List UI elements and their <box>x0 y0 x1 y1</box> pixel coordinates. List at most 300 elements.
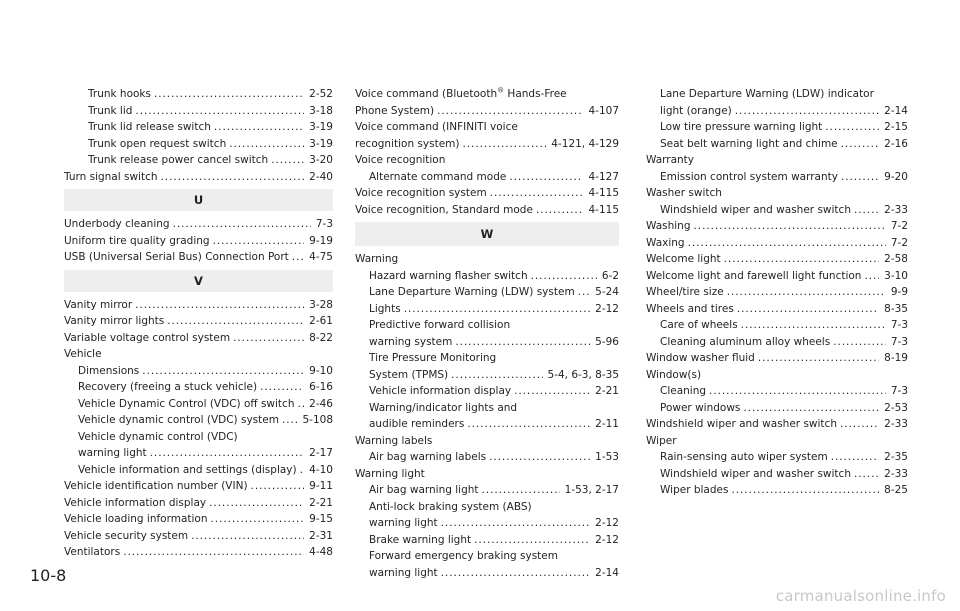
index-entry-page: 7-3 <box>890 385 908 397</box>
index-entry <box>355 548 619 565</box>
index-entry-text <box>660 334 830 351</box>
index-entry <box>646 119 908 136</box>
index-entry-text <box>88 152 268 169</box>
index-entry-text <box>355 152 445 169</box>
index-entry-text <box>355 251 398 268</box>
index-entry-term: Seat belt warning light and chime <box>660 137 838 150</box>
index-entry-page: 2-12 <box>595 533 619 546</box>
section-letter-heading: U <box>64 189 333 211</box>
index-entry-page: 2-12 <box>595 517 619 529</box>
index-entry-page: 8-22 <box>309 331 333 344</box>
leader-dots <box>142 363 304 380</box>
index-entry-text <box>646 416 837 433</box>
index-entry-term: Wheels and tires <box>646 302 734 315</box>
index-entry-term: Trunk release power cancel switch <box>88 154 269 166</box>
watermark: carmanualsonline.info <box>775 587 946 605</box>
leader-dots <box>300 462 305 479</box>
index-entry-page: 4-115 <box>588 187 619 199</box>
index-entry <box>64 445 333 462</box>
index-entry <box>646 400 908 417</box>
index-entry-page: 6-16 <box>309 381 333 393</box>
index-entry-term: Windshield wiper and washer switch <box>660 203 851 216</box>
index-entry-page: 7-2 <box>890 220 908 232</box>
leader-dots <box>735 103 879 120</box>
index-entry-term: Windshield wiper and washer switch <box>660 467 851 480</box>
index-entry-text <box>64 233 210 250</box>
section-letter-heading: V <box>64 270 333 292</box>
index-entry-term: Trunk hooks <box>88 88 151 100</box>
index-entry <box>64 297 333 314</box>
index-entry-text <box>64 330 230 347</box>
leader-dots <box>536 202 584 219</box>
index-entry-text <box>88 103 132 120</box>
index-entry-text <box>88 86 151 103</box>
index-entry <box>64 313 333 330</box>
index-entry <box>355 383 619 400</box>
index-entry-text <box>646 268 861 285</box>
index-entry-page: 2-12 <box>595 302 619 315</box>
index-entry-text <box>355 433 432 450</box>
index-entry <box>646 284 908 301</box>
index-entry-text <box>369 383 511 400</box>
leader-dots <box>467 416 590 433</box>
leader-dots <box>737 301 879 318</box>
index-entry-page: 4-75 <box>309 251 333 263</box>
leader-dots <box>229 136 304 153</box>
index-entry-term: Cleaning aluminum alloy wheels <box>660 335 831 348</box>
index-entry-page: 7-3 <box>315 218 333 230</box>
index-entry <box>646 317 908 334</box>
index-entry-text <box>64 511 208 528</box>
index-entry <box>355 185 619 202</box>
leader-dots <box>854 202 879 219</box>
index-entry-text <box>660 317 738 334</box>
index-entry <box>355 515 619 532</box>
index-entry-text <box>355 103 434 120</box>
index-entry-text <box>646 433 677 450</box>
index-entry-term: Predictive forward collision <box>369 319 511 331</box>
index-entry <box>355 416 619 433</box>
index-entry-page: 3-19 <box>309 121 333 133</box>
index-entry <box>64 169 333 186</box>
index-entry-term: Tire Pressure Monitoring <box>369 352 497 364</box>
index-entry-text <box>64 495 206 512</box>
index-entry-term: light (orange) <box>660 104 732 117</box>
index-entry <box>646 433 908 450</box>
index-entry-text <box>660 136 838 153</box>
index-entry-term: Vehicle information and settings (display) <box>78 463 297 476</box>
index-entry <box>355 103 619 120</box>
index-entry-text <box>355 185 487 202</box>
index-entry-text <box>369 482 479 499</box>
index-entry-term: Waxing <box>646 236 685 249</box>
leader-dots <box>514 383 590 400</box>
index-entry-term: Rain-sensing auto wiper system <box>660 451 828 463</box>
leader-dots <box>209 495 304 512</box>
leader-dots <box>578 284 590 301</box>
index-entry-text <box>78 396 294 413</box>
index-entry-page: 2-11 <box>595 418 619 430</box>
index-entry-page: 8-25 <box>884 484 908 496</box>
index-entry-text <box>64 216 170 233</box>
leader-dots <box>233 330 304 347</box>
index-entry <box>646 466 908 483</box>
index-entry <box>646 218 908 235</box>
index-entry-text <box>355 86 567 103</box>
index-entry-page: 8-35 <box>884 302 908 315</box>
leader-dots <box>154 86 304 103</box>
index-entry-term: Recovery (freeing a stuck vehicle) <box>78 381 258 393</box>
index-entry-page: 2-35 <box>884 451 908 463</box>
index-entry <box>646 268 908 285</box>
index-entry <box>355 532 619 549</box>
index-entry-page: 3-18 <box>309 104 333 117</box>
index-entry-page: 9-19 <box>309 234 333 247</box>
index-entry <box>64 528 333 545</box>
leader-dots <box>509 169 583 186</box>
index-entry <box>355 152 619 169</box>
leader-dots <box>841 136 880 153</box>
leader-dots <box>292 249 304 266</box>
index-entry-term: Trunk lid <box>88 104 133 117</box>
index-entry-text <box>646 301 734 318</box>
index-entry-page: 5-4, 6-3, 8-35 <box>547 368 619 381</box>
section-letter-heading: W <box>355 222 619 246</box>
index-entry-text <box>355 119 518 136</box>
leader-dots <box>489 449 590 466</box>
index-entry-page: 1-53, 2-17 <box>564 484 619 496</box>
index-entry <box>646 482 908 499</box>
index-entry-page: 3-20 <box>309 154 333 166</box>
index-entry-term: Vehicle information display <box>369 385 512 397</box>
index-entry <box>64 136 333 153</box>
index-entry-text <box>64 346 102 363</box>
index-entry <box>355 482 619 499</box>
index-entry <box>355 86 619 103</box>
leader-dots <box>854 466 879 483</box>
index-entry-page: 5-24 <box>595 286 619 298</box>
index-entry-text <box>78 379 257 396</box>
index-entry-page: 4-127 <box>588 170 619 183</box>
index-entry-term: Vehicle <box>64 348 102 360</box>
index-entry-term: Underbody cleaning <box>64 218 170 230</box>
index-entry-page: 2-21 <box>309 496 333 509</box>
index-entry-term: Wiper <box>646 434 677 447</box>
index-entry-page: 6-2 <box>601 269 619 282</box>
index-entry-page: 2-14 <box>884 104 908 117</box>
index-entry-term: Air bag warning light <box>369 484 479 496</box>
index-entry <box>355 136 619 153</box>
index-entry-term: Welcome light <box>646 253 721 265</box>
index-entry-page: 4-10 <box>309 463 333 476</box>
index-entry-text <box>78 462 297 479</box>
index-entry-term: Lights <box>369 302 401 315</box>
index-entry-text <box>646 350 755 367</box>
index-entry <box>64 511 333 528</box>
index-entry <box>355 367 619 384</box>
index-entry <box>646 301 908 318</box>
index-entry-term: warning system <box>369 335 453 348</box>
index-entry-text <box>355 202 533 219</box>
index-entry <box>646 136 908 153</box>
index-entry <box>355 268 619 285</box>
index-entry-term: Voice command (INFINITI voice <box>355 121 518 133</box>
index-entry <box>355 284 619 301</box>
index-entry <box>64 544 333 561</box>
index-entry-text <box>78 429 238 446</box>
index-entry-text <box>64 478 248 495</box>
index-entry <box>64 86 333 103</box>
index-entry-term: Vehicle loading information <box>64 513 208 525</box>
index-entry-text <box>369 515 438 532</box>
index-column-1 <box>64 86 333 561</box>
index-entry-text <box>660 383 706 400</box>
leader-dots <box>135 297 304 314</box>
index-entry <box>355 119 619 136</box>
leader-dots <box>455 334 590 351</box>
index-entry <box>64 412 333 429</box>
leader-dots <box>214 119 304 136</box>
index-entry-term: Trunk lid release switch <box>88 121 211 133</box>
index-entry-text <box>646 152 694 169</box>
leader-dots <box>282 412 298 429</box>
index-entry <box>355 499 619 516</box>
index-entry-text <box>64 544 120 561</box>
leader-dots <box>531 268 597 285</box>
index-entry-page: 2-52 <box>309 88 333 100</box>
index-entry-page: 2-33 <box>884 418 908 430</box>
index-entry <box>355 565 619 582</box>
index-entry-text <box>369 532 471 549</box>
index-entry-term: Vehicle dynamic control (VDC) <box>78 430 238 443</box>
index-entry-text <box>369 284 575 301</box>
index-entry-page: 4-48 <box>309 546 333 558</box>
leader-dots <box>864 268 879 285</box>
index-entry-page: 2-14 <box>595 566 619 579</box>
index-entry-term: Wheel/tire size <box>646 286 724 298</box>
index-entry-text <box>660 86 874 103</box>
index-entry-term: Warning/indicator lights and <box>369 401 518 414</box>
index-entry-text <box>646 284 724 301</box>
index-entry <box>64 119 333 136</box>
leader-dots <box>482 482 560 499</box>
index-entry-term: Cleaning <box>660 385 707 397</box>
index-entry-text <box>660 202 851 219</box>
index-entry <box>355 317 619 334</box>
index-entry-page: 2-46 <box>309 397 333 410</box>
leader-dots <box>758 350 879 367</box>
index-entry-text <box>369 565 438 582</box>
index-entry-page: 2-40 <box>309 170 333 183</box>
index-entry-text <box>369 548 558 565</box>
index-entry-term: Warning labels <box>355 434 433 447</box>
index-entry <box>355 334 619 351</box>
index-entry <box>355 350 619 367</box>
leader-dots <box>709 383 886 400</box>
index-entry-term: Wiper blades <box>660 484 729 496</box>
leader-dots <box>731 482 879 499</box>
index-entry-term: Variable voltage control system <box>64 331 231 344</box>
index-entry-term: Low tire pressure warning light <box>660 121 823 133</box>
index-entry-text <box>78 412 279 429</box>
leader-dots <box>694 218 886 235</box>
index-entry-page: 2-58 <box>884 253 908 265</box>
index-entry-term: Anti-lock braking system (ABS) <box>369 500 532 513</box>
index-entry-page: 9-15 <box>309 513 333 525</box>
index-entry-text <box>660 103 732 120</box>
index-entry-page: 2-31 <box>309 529 333 542</box>
index-entry-text <box>660 400 740 417</box>
index-entry-text <box>355 466 425 483</box>
leader-dots <box>743 400 879 417</box>
index-entry-page: 3-10 <box>884 269 908 282</box>
index-entry-term: recognition system) <box>355 137 460 150</box>
index-entry-text <box>646 218 691 235</box>
index-entry-page: 9-9 <box>890 286 908 298</box>
index-entry <box>355 301 619 318</box>
index-entry-page: 2-16 <box>884 137 908 150</box>
index-entry-text <box>369 169 506 186</box>
index-entry <box>64 330 333 347</box>
index-entry-term: Lane Departure Warning (LDW) system <box>369 286 575 298</box>
leader-dots <box>825 119 879 136</box>
leader-dots <box>831 449 879 466</box>
index-entry-text <box>64 313 164 330</box>
index-entry-text <box>64 169 158 186</box>
index-column-3 <box>646 86 908 499</box>
index-entry-term: Voice recognition, Standard mode <box>355 203 533 216</box>
index-entry <box>646 383 908 400</box>
index-entry <box>646 152 908 169</box>
index-entry-page: 5-96 <box>595 335 619 348</box>
index-entry-term: Air bag warning labels <box>369 451 487 463</box>
index-entry-term: Trunk open request switch <box>88 137 227 150</box>
index-entry <box>646 86 908 103</box>
registered-mark: ® <box>497 86 505 95</box>
leader-dots <box>191 528 304 545</box>
index-entry <box>646 103 908 120</box>
index-entry-page: 8-19 <box>884 352 908 364</box>
index-entry-page: 1-53 <box>595 451 619 463</box>
leader-dots <box>474 532 590 549</box>
index-entry-term: Turn signal switch <box>64 170 158 183</box>
index-entry <box>64 478 333 495</box>
index-entry <box>64 152 333 169</box>
leader-dots <box>260 379 304 396</box>
index-entry-page: 7-2 <box>890 236 908 249</box>
leader-dots <box>167 313 304 330</box>
index-entry <box>646 235 908 252</box>
index-entry-term: Washing <box>646 220 691 232</box>
index-entry-page: 2-15 <box>884 121 908 133</box>
index-entry-page: 2-33 <box>884 203 908 216</box>
leader-dots <box>441 565 591 582</box>
index-entry-term: Hazard warning flasher switch <box>369 269 528 282</box>
index-entry-term: Uniform tire quality grading <box>64 234 210 247</box>
index-entry-term: Vehicle dynamic control (VDC) system <box>78 414 279 426</box>
leader-dots <box>841 169 879 186</box>
index-entry <box>64 379 333 396</box>
index-entry-term: Voice command (Bluetooth <box>355 88 498 100</box>
page-number: 10-8 <box>30 566 67 585</box>
index-entry-text <box>78 363 139 380</box>
index-entry <box>64 249 333 266</box>
index-entry-term: Vanity mirror <box>64 298 133 311</box>
index-entry <box>646 416 908 433</box>
index-entry-term: Vehicle identification number (VIN) <box>64 480 248 492</box>
leader-dots <box>123 544 304 561</box>
index-entry <box>646 449 908 466</box>
index-entry <box>64 363 333 380</box>
index-entry-page: 9-20 <box>884 170 908 183</box>
index-column-2 <box>355 86 619 581</box>
index-entry-text <box>369 400 517 417</box>
index-entry <box>64 495 333 512</box>
index-entry-term: Warning <box>355 253 399 265</box>
index-entry <box>646 334 908 351</box>
index-entry-term: Vanity mirror lights <box>64 315 165 327</box>
index-entry-text <box>369 499 532 516</box>
index-entry <box>64 233 333 250</box>
index-entry-text <box>646 185 722 202</box>
index-entry-page: 7-3 <box>890 319 908 331</box>
index-entry <box>646 185 908 202</box>
index-entry-page: 9-10 <box>309 364 333 377</box>
index-entry-term: Dimensions <box>78 364 140 377</box>
index-entry <box>646 367 908 384</box>
index-entry-term: Voice recognition <box>355 154 446 166</box>
index-entry-page: 4-107 <box>588 104 619 117</box>
leader-dots <box>135 103 304 120</box>
index-entry-term: Vehicle Dynamic Control (VDC) off switch <box>78 397 295 410</box>
index-entry-term: Welcome light and farewell light function <box>646 269 862 282</box>
index-entry-term: System (TPMS) <box>369 368 449 381</box>
leader-dots <box>463 136 547 153</box>
index-entry-text <box>646 367 701 384</box>
index-entry-text <box>660 466 851 483</box>
index-entry-page: 5-108 <box>302 414 333 426</box>
index-entry-term: Vehicle information display <box>64 496 207 509</box>
index-entry-term: Alternate command mode <box>369 170 507 183</box>
index-entry-text <box>64 528 188 545</box>
index-entry-page: 2-33 <box>884 467 908 480</box>
index-entry-page: 3-19 <box>309 137 333 150</box>
index-entry <box>64 346 333 363</box>
leader-dots <box>161 169 305 186</box>
leader-dots <box>150 445 305 462</box>
index-entry-text <box>646 251 721 268</box>
index-entry <box>64 396 333 413</box>
leader-dots <box>213 233 305 250</box>
index-entry <box>64 462 333 479</box>
index-entry-term: warning light <box>369 517 438 529</box>
leader-dots <box>451 367 542 384</box>
index-entry-term: Voice recognition system <box>355 187 487 199</box>
leader-dots <box>271 152 304 169</box>
index-entry-text <box>64 297 132 314</box>
leader-dots <box>437 103 583 120</box>
leader-dots <box>251 478 305 495</box>
index-entry-page: 2-53 <box>884 401 908 414</box>
leader-dots <box>741 317 886 334</box>
index-entry-text <box>369 268 528 285</box>
index-entry <box>64 103 333 120</box>
index-entry-term: Forward emergency braking system <box>369 550 558 562</box>
leader-dots <box>840 416 879 433</box>
index-entry <box>646 202 908 219</box>
index-entry-page: 4-115 <box>588 203 619 216</box>
index-entry-term: Brake warning light <box>369 533 472 546</box>
